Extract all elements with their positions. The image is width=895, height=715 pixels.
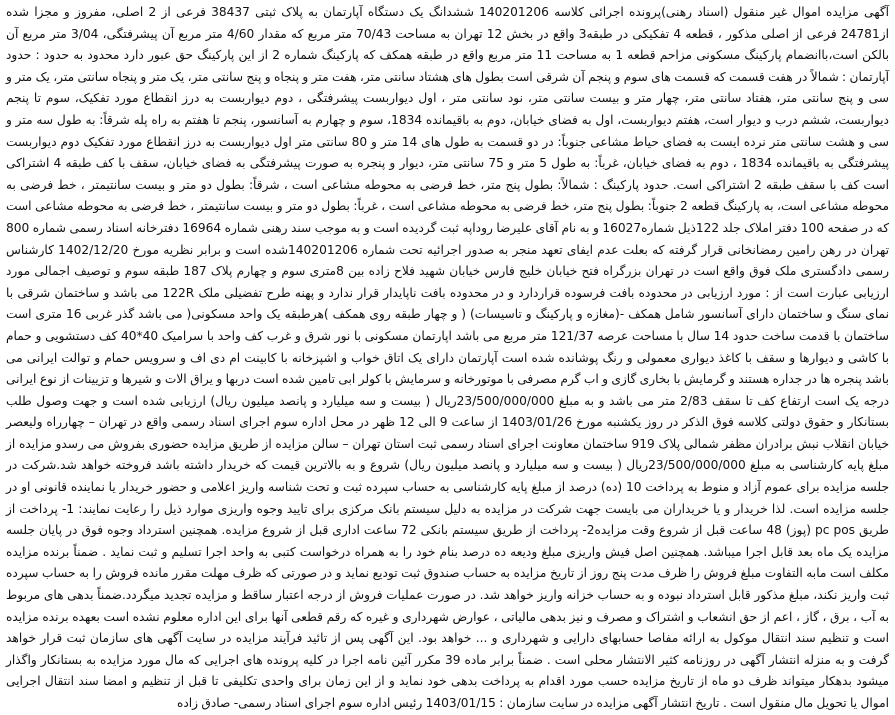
- notice-title: آگهی مزایده اموال غیر منقول (اسناد رهنی): [661, 5, 890, 19]
- notice-body: پرونده اجرائی کلاسه 140201206 ششدانگ یک دستگاه آپارتمان به پلاک ثبتی 38437 فرعی از 2 اصلی، مفروز و مجزا شده از24781 فرعی از اصلی مذکور ، قطعه 4 تفکیکی در طبقه3 واقع در بخش 12 تهران به مساحت 70/43 متر مربع که مقدار 4/60 متر مربع آن پیشرفتگی، 3/04 متر مربع آن بالکن است،باانضمام پارکینگ مسکونی مزاحم قطعه 1 به مساحت 11 متر مربع واقع در طبقه همکف که پارکینگ شماره 2 از این پارکینگ حق عبور دارد محدود به حدود : حدود آپارتمان : شمالاً در هفت قسمت که قسمت های سوم و پنجم آن شرقی است بطول های هشتاد سانتی متر، هفت متر و پنجاه و پنج سانتی متر، یک متر و پنجاه سانتی متر، یک متر و سی و پنج سانتی متر، هفتاد سانتی متر، چهار متر و بیست سانتی متر، نود سانتی متر ، اول دیواربست پیشرفتگی ، دوم دیواربست به درز انقطاع مورد تفکیک، سوم تا پنجم دیواربست، ششم درب و دیوار است، هفتم دیواربست، اول به فضای خیابان، دوم به باقیمانده 1834، سوم و چهارم به آسانسور، پنجم تا هفتم به راه پله شرقاً: به طول سه متر و سی و هشت سانتی متر نرده ایست به فضای حیاط مشاعی جنوباً: در دو قسمت به طول های 14 متر و 80 سانتی متر اول دیواربست به درز انقطاع مورد تفکیک دوم دیواربست پیشرفتگی به باقیمانده 1834 ، دوم به فضای خیابان، غرباً: به طول 5 متر و 75 سانتی متر، دیوار و پنجره به صورت پیشرفتگی به فضای خیابان، سقف با کف طبقه 4 اشتراکی است کف با سقف طبقه 2 اشتراکی است. حدود پارکینگ : شمالاً: بطول پنج متر، خط فرضی به محوطه مشاعی است ، شرقاً: بطول دو متر و بیست سانتیمتر ، خط فرضی به محوطه مشاعی است، به پارکینگ قطعه 2 جنوباً: بطول پنج متر، خط فرضی به محوطه مشاعی است ، غرباً: بطول دو متر و بیست سانتیمتر ، خط فرضی به محوطه مشاعی است که در صفحه 100 دفتر املاک جلد 122ذیل شماره16027 و به نام آقای علیرضا روداپه ثبت گردیده است و به موجب سند رهنی شماره 16964 دفترخانه اسناد رسمی شماره 800 تهران در رهن رامین رمضانخانی قرار گرفته که بعلت عدم ایفای تعهد منجر به صدور اجرائیه تحت شماره 140201206شده است و برابر نظریه مورخ 1402/12/20 کارشناس رسمی دادگستری ملک فوق واقع است در تهران بزرگراه فتح خیابان خلیج فارس خیابان شهید فلاح زاده بین 8متری سوم و چهارم پلاک 187 طبقه سوم و توصیف اجمالی مورد ارزیابی عبارت است از : مورد ارزیابی در محدوده بافت فرسوده قراردارد و در محدوده بافت ناپایدار قرار ندارد و پهنه طرح تفضیلی ملک 122R می باشد و ساختمان شرقی با نمای سنگ و ساختمان دارای آسانسور شامل همکف -(مغازه و پارکینگ و تاسیسات) ( و چهار طبقه روی همکف )هرطبقه یک واحد مسکونی( می باشد گذر غربی 16 متری است ساختمان با قدمت ساخت حدود 14 سال با مساحت عرصه 121/37 متر مربع می باشد اپارتمان مسکونی با نور شرق و غرب کف واحد با سرامیک 40*40 کف دستشویی و حمام با کاشی و دیوارها و سقف با کاغذ دیواری معمولی و رنگ پوشانده شده است آپارتمان دارای یک اتاق خواب و اشپزخانه با کابینت ام دی اف و سرویس حمام و توالت ایرانی می باشد پنجره ها در جداره هستند و گرمایش با بخاری گازی و اب گرم مصرفی با موتورخانه و سرمایش با کولر ابی تامین شده است دربها و یراق الات و شیرها و تزیینات از نوع ایرانی درجه یک است ارتفاع کف تا سقف 2/83 متر می باشد و به مبلغ 23/500/000/000ریال ( بیست و سه میلیارد و پانصد میلیون ریال) ارزیابی شده است و جهت وصول طلب بستانکار و حقوق دولتی کلاسه فوق الذکر در روز یکشنبه مورخ 1403/01/26 از ساعت 9 الی 12 ظهر در محل اداره سوم اجرای اسناد رسمی واقع در تهران – چهارراه ولیعصر خیابان انقلاب نبش برادران مظفر شمالی پلاک 919 ساختمان معاونت اجرای اسناد رسمی ثبت استان تهران – سالن مزایده از طریق مزایده حضوری بفروش می رسدو مزایده از مبلغ پایه کارشناسی به مبلغ 23/500/000/000ریال ( بیست و سه میلیارد و پانصد میلیون ریال) شروع و به بالاترین قیمت که خریدار داشته باشد فروخته خواهد شد.شرکت در جلسه مزایده برای عموم آزاد و منوط به پرداخت 10 (ده) درصد از مبلغ پایه کارشناسی به حساب سپرده ثبت و تحت شناسه واریز اعلامی و حضور خریدار یا نماینده قانونی او در جلسه مزایده است. لذا خریدار و یا خریداران می بایست جهت شرکت در مزایده به دلیل سیستم بانک مرکزی برای تایید وجوه واریزی موارد ذیل را رعایت نمایند: 1- پرداخت از طریق pc pos (پوز) 48 ساعت قبل از شروع وقت مزایده2- پرداخت از طریق سیستم بانکی 72 ساعت اداری قبل از شروع مزایده. همچنین استرداد وجوه فوق در پایان جلسه مزایده یک ماه بعد قابل اجرا میباشد. همچنین اصل فیش واریزی مبلغ ودیعه ده درصد بنام خود را به همراه درخواست کتبی به واحد اجرا تسلیم و ثبت نماید . ضمناً برنده مزایده مکلف است مابه التفاوت مبلغ فروش را ظرف مدت پنج روز از تاریخ مزایده به حساب صندوق ثبت تودیع نماید و در صورتی که ظرف مهلت مقرر مانده فروش را به حساب سپرده ثبت واریز نکند، مبلغ مذکور قابل استرداد نبوده و به حساب خزانه واریز خواهد شد. در صورت عملیات فروش از درجه اعتبار ساقط و مزایده تجدید میگردد.ضمناً بدهی های مربوط به آب ، برق ، گاز ، اعم از حق انشعاب و اشتراک و مصرف و نیز بدهی مالیاتی ، عوارض شهرداری و غیره که رقم قطعی آنها برای این اداره معلوم نشده است بعهده برنده مزایده است و تنظیم سند انتقال موکول به ارائه مفاصا حسابهای دارایی و شهرداری و ... خواهد بود. این آگهی پس از تائید فرآیند مزایده در سایت آگهی های سازمان ثبت قرار خواهد گرفت و به منزله انتشار آگهی در روزنامه کثیر الانتشار محلی است . ضمناً برابر ماده 39 مکرر آئین نامه اجرا در کلیه پرونده های اجرایی که مال مورد مزایده به بستانکار واگذار میشود بدهکار میتواند ظرف دو ماه از تاریخ مزایده حسب مورد اقدام به پرداخت بدهی خود نماید و از این زمان برای واحدی تکلیفی تا قبل از تنظیم و امضا سند انتقال اجرایی اموال یا تحویل مال منقول است . تاریخ انتشار آگهی مزایده در سایت سازمان : 1403/01/15: [6, 5, 890, 710]
- notice-text: [6, 2, 889, 715]
- notice-signature: رئیس اداره سوم اجرای اسناد رسمی- صادق زاده: [176, 696, 423, 710]
